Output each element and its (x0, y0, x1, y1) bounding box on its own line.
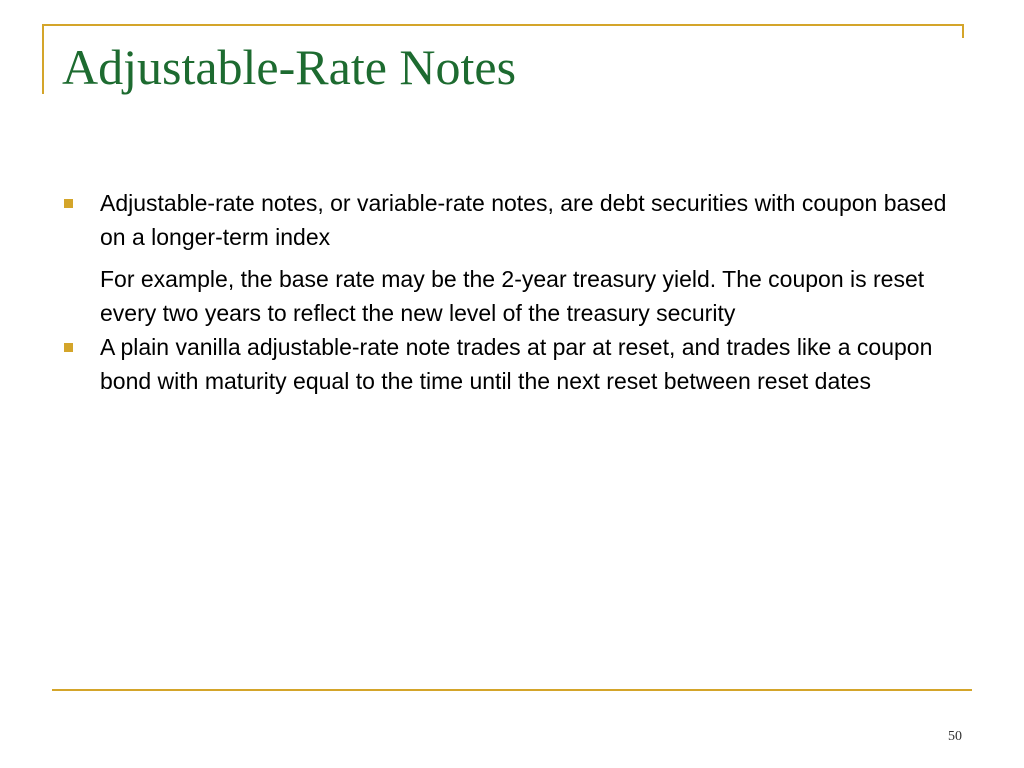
bullet-item (64, 330, 964, 398)
right-border-tick (962, 24, 964, 38)
bullet-continuation-text: For example, the base rate may be the 2-year treasury yield. The coupon is reset every two years to reflect the new level of the treasury security (100, 266, 925, 326)
square-bullet-icon (64, 199, 73, 208)
square-bullet-icon (64, 343, 73, 352)
footer-divider (52, 689, 972, 691)
slide-title: Adjustable-Rate Notes (62, 39, 517, 95)
bullet-text: A plain vanilla adjustable-rate note trades at par at reset, and trades like a coupon bond with maturity equal to the time until the next reset between reset dates (100, 334, 933, 394)
slide-body (64, 186, 964, 398)
page-number: 50 (948, 729, 962, 744)
left-border-line (42, 24, 44, 94)
bullet-text: Adjustable-rate notes, or variable-rate notes, are debt securities with coupon based on a longer-term index (100, 190, 947, 250)
top-border-line (42, 24, 964, 26)
bullet-item (64, 186, 964, 330)
